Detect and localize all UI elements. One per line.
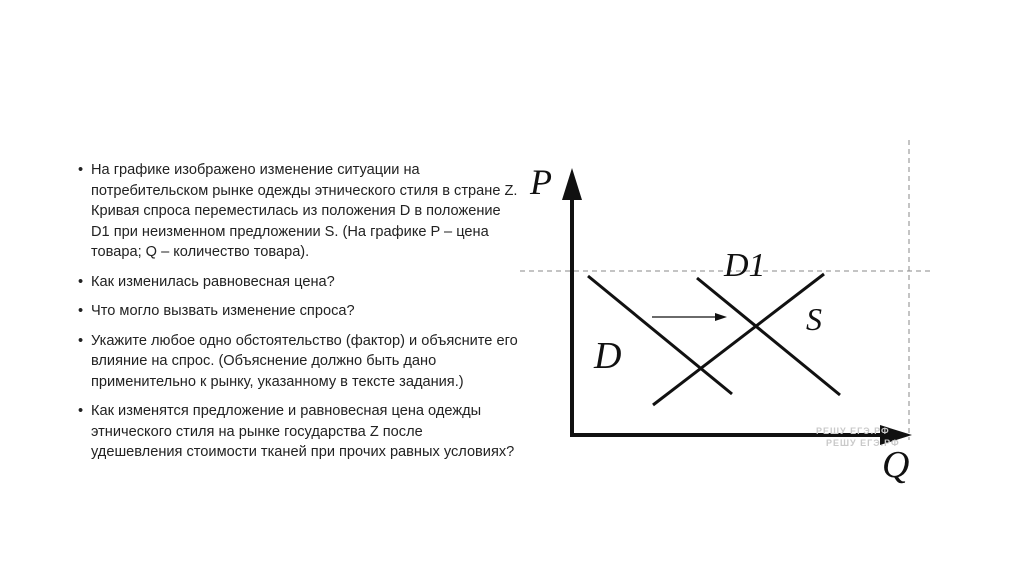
bullet-question-factor: • Укажите любое одно обстоятельство (фактор) и объясните его влияние на спрос. (Объяснение должно быть дано применительно к рынку, указанному в тексте задания.) <box>78 331 518 393</box>
shift-arrow-head <box>715 313 727 321</box>
y-axis-arrowhead <box>562 168 582 200</box>
watermark-top: РЕШУ ЕГЭ.РФ <box>816 426 890 436</box>
bullet-question-supply: • Как изменятся предложение и равновесная цена одежды этнического стиля на рынке государства Z после удешевления стоимости тканей при прочих равных условиях? <box>78 401 518 463</box>
curve-s-label: S <box>806 301 822 337</box>
watermark-bottom: РЕШУ ЕГЭ.РФ <box>826 438 900 448</box>
curve-d-label: D <box>594 335 622 377</box>
supply-curve-s <box>653 274 824 405</box>
question-list <box>78 160 518 472</box>
curve-d1-label: D1 <box>724 247 766 284</box>
bullet-question-cause: • Что могло вызвать изменение спроса? <box>78 301 518 322</box>
bullet-question-price: • Как изменилась равновесная цена? <box>78 272 518 293</box>
supply-demand-diagram <box>520 140 940 500</box>
axis-y-label: P <box>530 162 552 202</box>
axis-x-label: Q <box>882 444 910 486</box>
bullet-context: • На графике изображено изменение ситуации на потребительском рынке одежды этнического стиля в стране Z. Кривая спроса переместилась из положения D в положение D1 при неизменном предложении S. (На графике P – цена товара; Q – количество товара). <box>78 160 518 263</box>
